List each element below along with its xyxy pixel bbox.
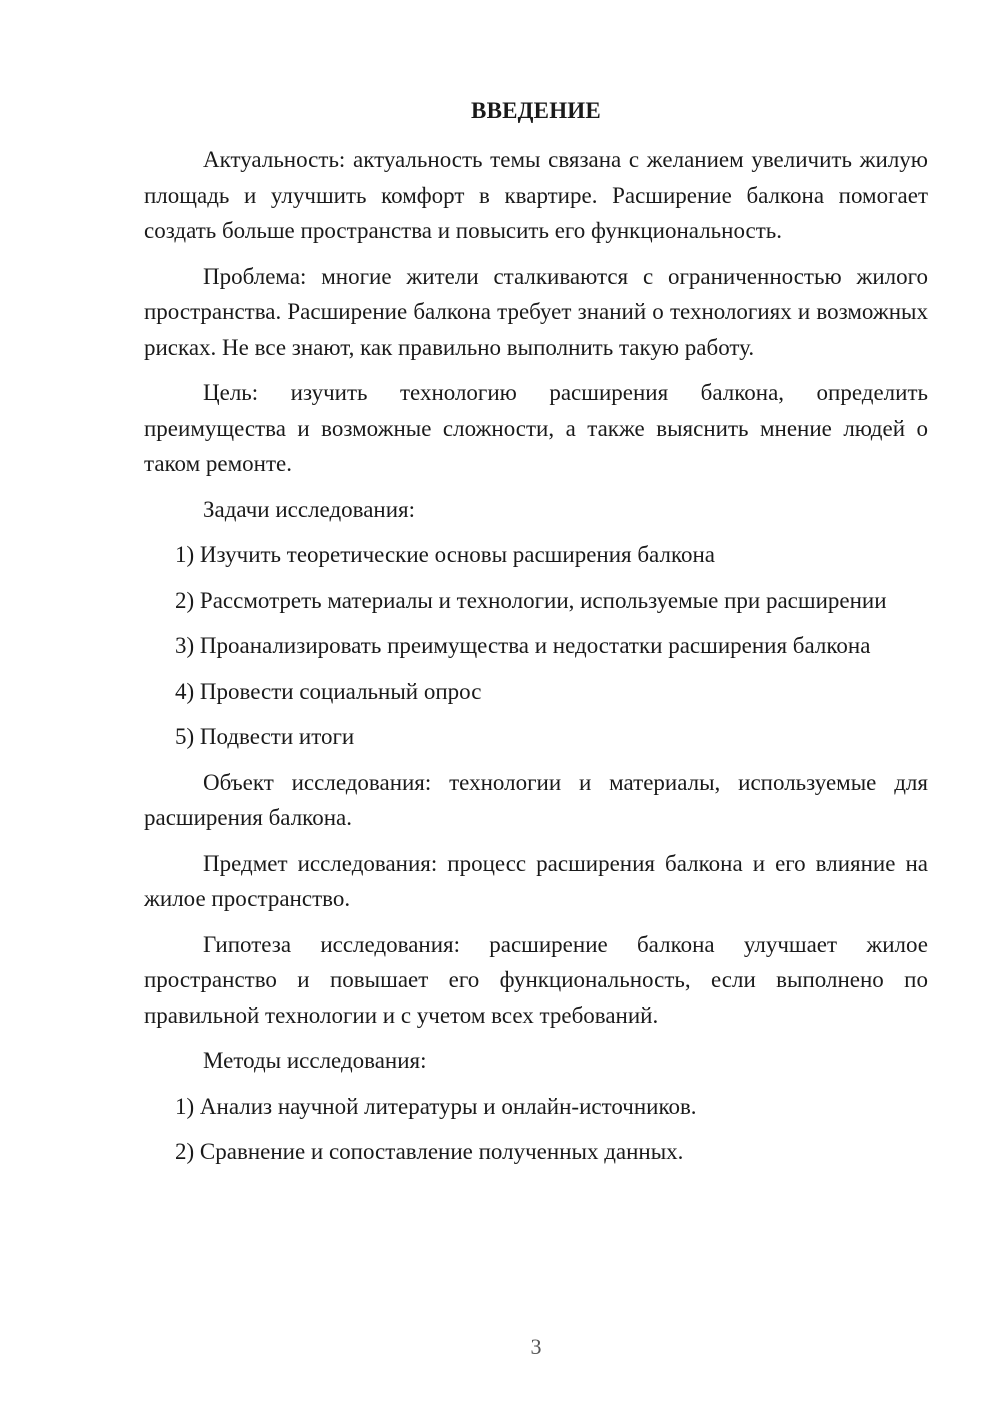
- task-item: 1) Изучить теоретические основы расширения балкона: [175, 542, 715, 567]
- method-item: 2) Сравнение и сопоставление полученных данных.: [175, 1139, 684, 1164]
- method-item: 1) Анализ научной литературы и онлайн-источников.: [175, 1093, 697, 1119]
- task-item: 3) Проанализировать преимущества и недостатки расширения балкона: [175, 633, 871, 658]
- section-heading: ВВЕДЕНИЕ: [471, 98, 601, 123]
- relevance-paragraph: Актуальность: актуальность темы связана с желанием увеличить жилую площадь и улучшить комфорт в квартире. Расширение балкона помогает создать больше пространства и повысить его функциональность.: [144, 147, 928, 243]
- problem-paragraph: Проблема: многие жители сталкиваются с ограниченностью жилого пространства. Расширение балкона требует знаний о технологиях и возможных рисках. Не все знают, как правильно выполнить такую работу.: [144, 263, 928, 360]
- task-item: 4) Провести социальный опрос: [175, 678, 482, 704]
- document-body: [144, 142, 928, 1180]
- hypothesis-paragraph: Гипотеза исследования: расширение балкона улучшает жилое пространство и повышает его функциональность, если выполнено по правильной технологии и с учетом всех требований.: [144, 931, 928, 1028]
- task-item: 5) Подвести итоги: [175, 724, 355, 749]
- object-paragraph: Объект исследования: технологии и материалы, используемые для расширения балкона.: [144, 769, 928, 830]
- task-item: 2) Рассмотреть материалы и технологии, используемые при расширении: [175, 587, 887, 613]
- tasks-title: Задачи исследования:: [203, 496, 416, 522]
- subject-paragraph: Предмет исследования: процесс расширения балкона и его влияние на жилое пространство.: [144, 850, 928, 911]
- methods-title: Методы исследования:: [203, 1048, 427, 1073]
- goal-paragraph: Цель: изучить технологию расширения балкона, определить преимущества и возможные сложности, а также выяснить мнение людей о таком ремонте.: [144, 380, 928, 476]
- page-number: 3: [530, 1334, 542, 1359]
